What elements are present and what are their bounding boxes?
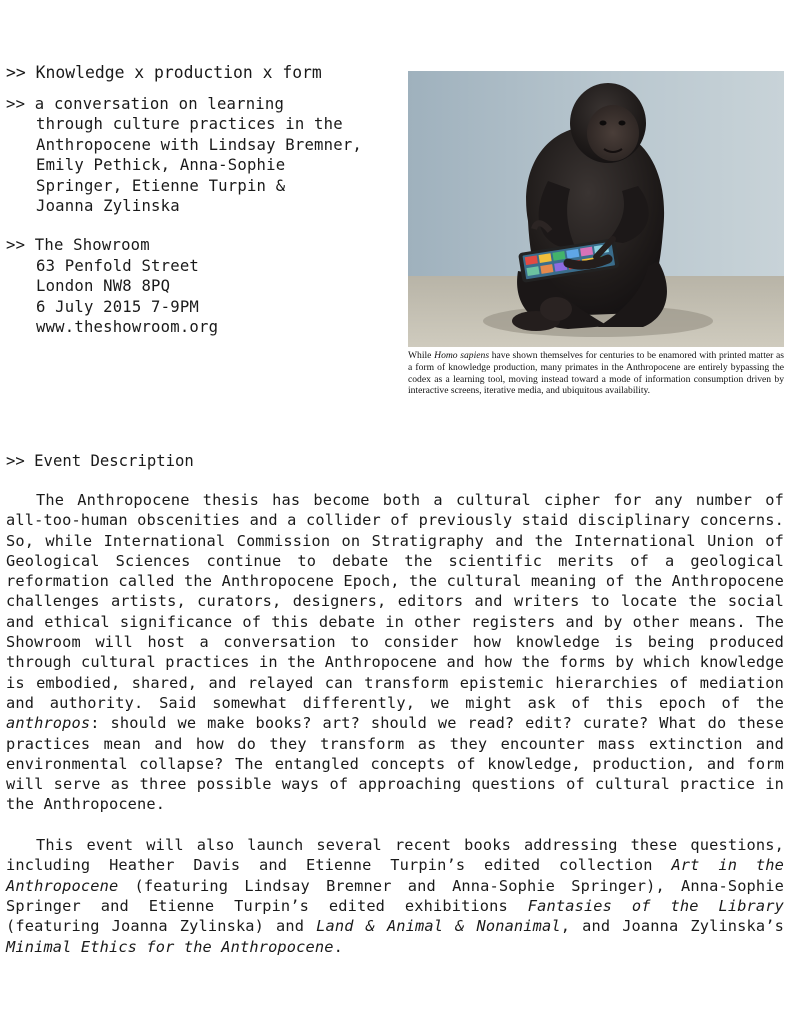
conversation-prefix: >> xyxy=(6,95,26,113)
description-paragraph xyxy=(6,835,784,957)
event-title: Knowledge x production x form xyxy=(35,63,322,82)
book-title: Fantasies of the Library xyxy=(527,896,784,915)
caption-species: Homo sapiens xyxy=(434,350,490,361)
paragraph-text: . xyxy=(333,937,343,956)
event-title-line xyxy=(6,62,401,84)
book-title: Art in the Anthropocene xyxy=(6,856,784,895)
conversation-line: Springer, Etienne Turpin & xyxy=(36,176,286,195)
conversation-line: a conversation on learning xyxy=(34,95,285,113)
paragraph-emphasis: anthropos xyxy=(6,714,91,733)
event-header xyxy=(6,62,401,337)
venue-name: The Showroom xyxy=(34,236,150,255)
bonobo-tablet-photo xyxy=(408,71,784,347)
book-title: Minimal Ethics for the Anthropocene xyxy=(6,937,334,956)
conversation-line: through culture practices in the xyxy=(36,115,343,134)
conversation-line: Joanna Zylinska xyxy=(36,197,180,216)
venue-block xyxy=(6,235,401,337)
event-date: 6 July 2015 7-9PM xyxy=(36,297,199,316)
caption-text: have shown themselves for centuries to be enamored with printed matter as a form of knowledge production, many primates in the Anthropocene are entirely bypassing the codex as a learning tool, moving instead toward a mode of information consumption driven by interactive screens, iterative media, and ubiquitous availability. xyxy=(408,350,784,397)
description-paragraph xyxy=(6,490,784,815)
conversation-block xyxy=(6,94,401,216)
conversation-line: Emily Pethick, Anna-Sophie xyxy=(36,156,286,175)
heading-prefix: >> xyxy=(6,452,25,470)
paragraph-text: This event will also launch several recent books addressing these questions, including Heather Davis and Etienne Turpin’s edited collection xyxy=(6,836,784,875)
paragraph-text: The Anthropocene thesis has become both a cultural cipher for any number of all-too-human obscenities and a collider of previously staid disciplinary concerns. So, while International Commission on Stratigraphy and the International Union of Geological Sciences continue to debate the scientific merits of a geological reformation called the Anthropocene Epoch, the cultural meaning of the Anthropocene challenges artists, curators, designers, editors and writers to locate the social and ethical significance of this debate in other registers and by other means. The Showroom will host a conversation to consider how knowledge is being produced through cultural practices in the Anthropocene and how the forms by which knowledge is embodied, shared, and relayed can transform epistemic hierarchies of mediation and authority. Said somewhat differently, we might ask of this epoch of the xyxy=(6,491,784,712)
venue-prefix: >> xyxy=(6,236,26,255)
photo-caption xyxy=(408,350,784,397)
venue-website-link[interactable]: www.theshowroom.org xyxy=(36,318,219,337)
paragraph-text: (featuring Lindsay Bremner and Anna-Sophie Springer), Anna-Sophie Springer and Etienne Turpin’s edited exhibitions xyxy=(6,876,784,915)
heading-text: Event Description xyxy=(34,452,194,470)
event-description-body xyxy=(6,490,784,957)
caption-text: While xyxy=(408,350,435,361)
conversation-line: Anthropocene with Lindsay Bremner, xyxy=(36,135,362,154)
event-description-heading xyxy=(6,452,194,470)
venue-city: London NW8 8PQ xyxy=(36,277,171,296)
book-title: Land & Animal & Nonanimal xyxy=(316,917,561,936)
venue-street: 63 Penfold Street xyxy=(36,256,199,275)
paragraph-text: , and Joanna Zylinska’s xyxy=(560,917,784,936)
paragraph-text: : should we make books? art? should we read? edit? curate? What do these practices mean and how do they transform as they encounter mass extinction and environmental collapse? The entangled concepts of knowledge, production, and form will serve as three possible ways of approaching questions of cultural practice in the Anthropocene. xyxy=(6,714,784,814)
paragraph-text: (featuring Joanna Zylinska) and xyxy=(6,917,317,936)
title-prefix: >> xyxy=(6,63,26,82)
